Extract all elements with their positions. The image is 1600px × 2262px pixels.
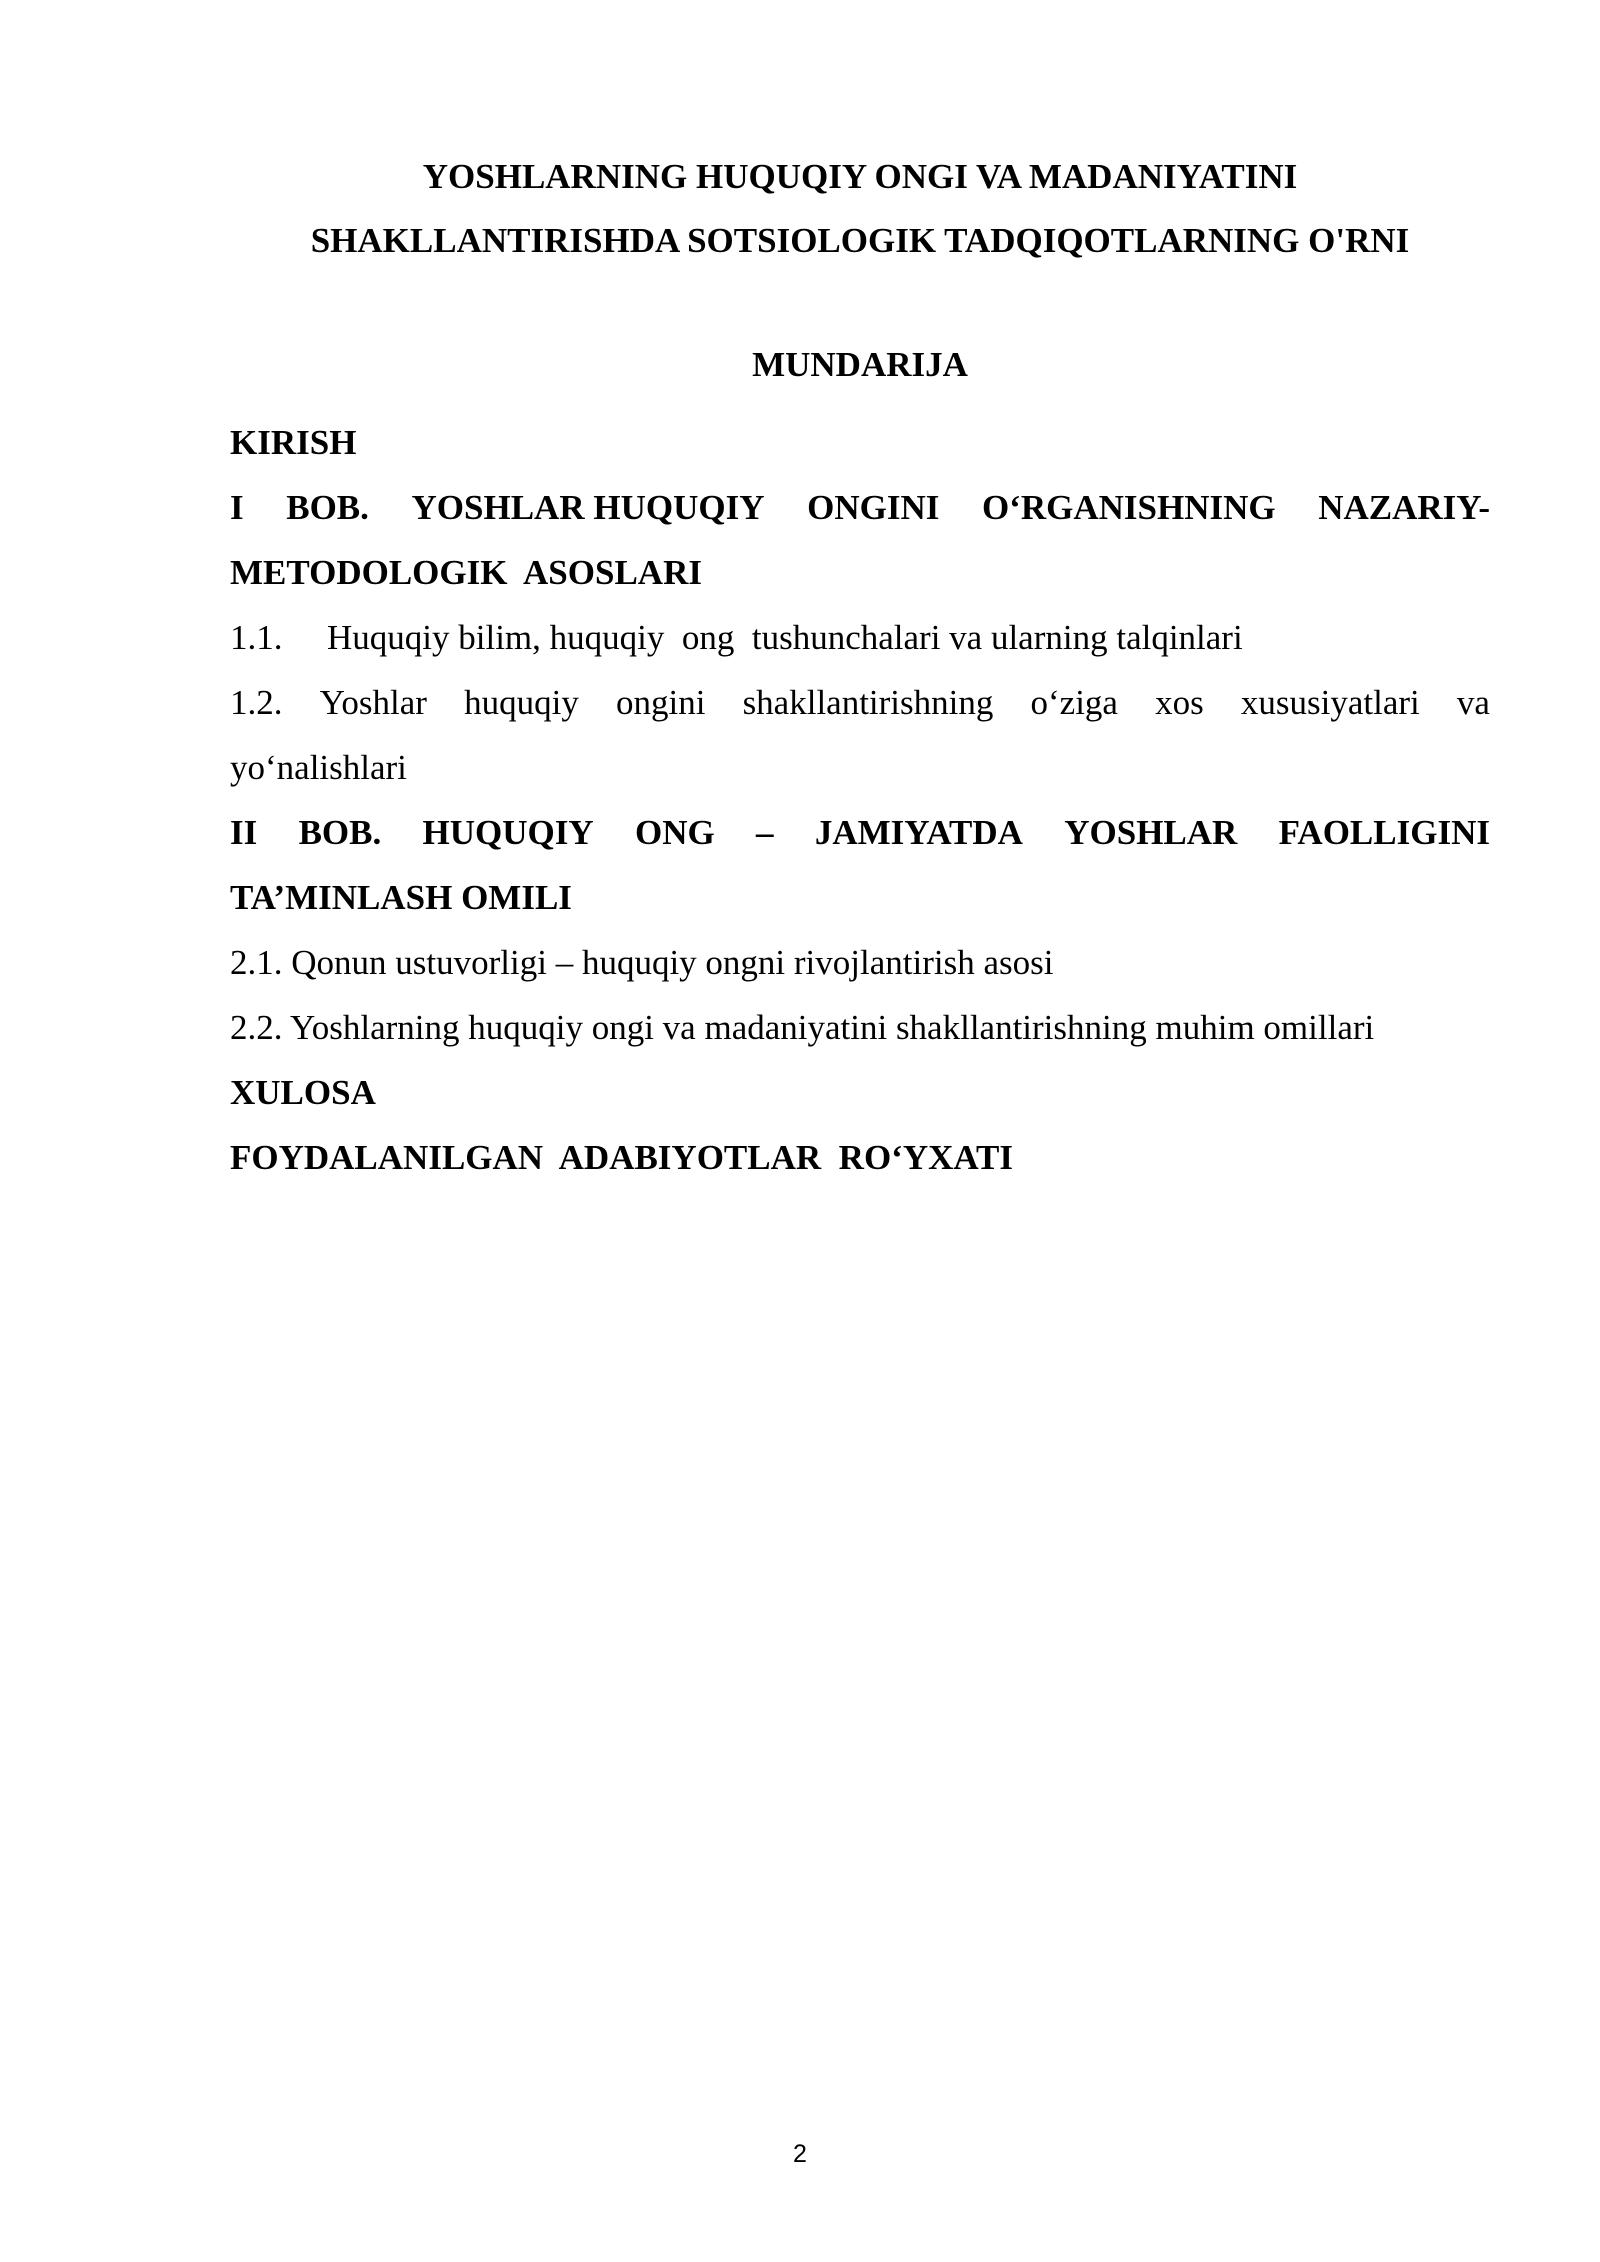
toc-heading: MUNDARIJA	[752, 345, 968, 384]
toc-word: NAZARIY-	[1318, 488, 1490, 527]
title-line-1: YOSHLARNING HUQUQIY ONGI VA MADANIYATINI	[422, 157, 1298, 196]
toc-word: –	[756, 813, 774, 852]
toc-word: ONGINI	[807, 488, 940, 527]
toc-entry-section-1-2-line2: yo‘nalishlari	[230, 748, 407, 787]
toc-word: va	[1456, 683, 1490, 722]
toc-entry-intro: KIRISH	[230, 423, 357, 462]
toc-word: Yoshlar	[319, 683, 427, 722]
toc-word: FAOLLIGINI	[1278, 813, 1490, 852]
toc-word: O‘RGANISHNING	[981, 488, 1276, 527]
document-title	[230, 145, 1490, 273]
toc-entry-chapter1-line2: METODOLOGIK ASOSLARI	[230, 553, 702, 592]
toc-entry-chapter2-line1	[230, 800, 1490, 865]
toc-word: YOSHLAR	[1064, 813, 1238, 852]
table-of-contents	[230, 410, 1490, 1190]
toc-word: shakllantirishning	[742, 683, 994, 722]
toc-word: II	[230, 813, 258, 852]
toc-entry-chapter2-line2: TA’MINLASH OMILI	[230, 878, 572, 917]
section-number: 1.1.	[230, 618, 283, 657]
toc-word: YOSHLAR HUQUQIY	[411, 488, 765, 527]
section-title: Huquqiy bilim, huquqiy ong tushunchalari va ularning talqinlari	[327, 618, 1243, 657]
toc-word: JAMIYATDA	[814, 813, 1023, 852]
toc-word: o‘ziga	[1030, 683, 1118, 722]
toc-word: I	[230, 488, 244, 527]
toc-entry-section-2-1: 2.1. Qonun ustuvorligi – huquqiy ongni rivojlantirish asosi	[230, 943, 1054, 982]
toc-word: 1.2.	[230, 683, 283, 722]
toc-word: ongini	[615, 683, 706, 722]
toc-word: xos	[1155, 683, 1204, 722]
toc-word: huquqiy	[464, 683, 579, 722]
toc-entry-references: FOYDALANILGAN ADABIYOTLAR RO‘YXATI	[230, 1138, 1014, 1177]
title-line-2: SHAKLLANTIRISHDA SOTSIOLOGIK TADQIQOTLARNING O'RNI	[310, 221, 1410, 260]
toc-entry-conclusion: XULOSA	[230, 1073, 376, 1112]
toc-word: xususiyatlari	[1240, 683, 1420, 722]
toc-entry-chapter1-line1	[230, 475, 1490, 540]
toc-entry-section-1-2-line1	[230, 670, 1490, 735]
toc-word: HUQUQIY	[422, 813, 594, 852]
toc-entry-section-1-1	[230, 605, 1490, 670]
toc-word: BOB.	[286, 488, 369, 527]
page-number: 2	[793, 2140, 807, 2168]
toc-word: ONG	[634, 813, 715, 852]
toc-entry-section-2-2: 2.2. Yoshlarning huquqiy ongi va madaniyatini shakllantirishning muhim omillari	[230, 1008, 1375, 1047]
toc-word: BOB.	[298, 813, 382, 852]
